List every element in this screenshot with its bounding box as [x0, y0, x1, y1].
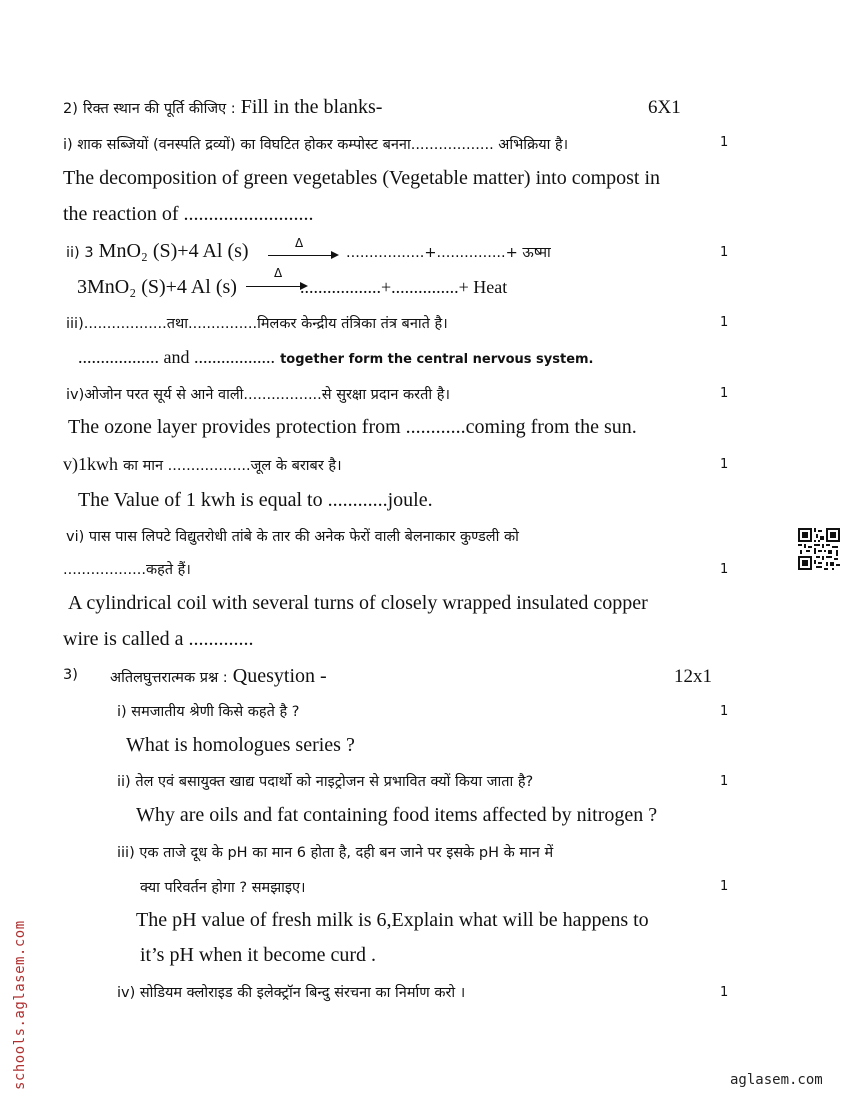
q2-iii-english-blanks: .................. and ..................	[78, 347, 275, 367]
q2-ii-hindi	[66, 240, 249, 263]
section-2-total-marks: 6X1	[648, 97, 681, 118]
section-2-heading	[63, 96, 382, 119]
section-3-heading	[110, 665, 327, 688]
section-3-heading-english: Quesytion -	[232, 665, 327, 687]
q2-iii-english-rest: together form the central nervous system.	[280, 352, 594, 367]
section-2-heading-hindi: रिक्त स्थान की पूर्ति कीजिए :	[82, 101, 236, 117]
q2-iv-english: The ozone layer provides protection from ............coming from the sun.	[68, 416, 637, 438]
q2-i-mark: 1	[720, 135, 729, 150]
q3-i-mark: 1	[720, 704, 729, 719]
q2-vi-hindi-line1: vi) पास पास लिपटे विद्युतरोधी तांबे के तार की अनेक फेरों वाली बेलनाकार कुण्डली को	[66, 529, 519, 545]
q2-v-hindi	[63, 454, 342, 475]
section-2-number: 2)	[63, 101, 78, 117]
reaction-arrow-icon-en	[246, 286, 302, 287]
q3-iv-mark: 1	[720, 985, 729, 1000]
q2-v-mark: 1	[720, 457, 729, 472]
arrow-head-icon	[331, 251, 339, 259]
q2-i-english-line1: The decomposition of green vegetables (Vegetable matter) into compost in	[63, 167, 661, 189]
qr-code-icon	[798, 528, 840, 570]
q2-ii-hindi-blanks: .................+...............+ ऊष्मा	[346, 245, 551, 261]
q3-ii-hindi: ii) तेल एवं बसायुक्त खाद्य पदार्थो को नाइट्रोजन से प्रभावित क्यों किया जाता है?	[117, 774, 534, 790]
q2-vi-mark: 1	[720, 562, 729, 577]
q3-iii-hindi-line1: iii) एक ताजे दूध के pH का मान 6 होता है, दही बन जाने पर इसके pH के मान में	[117, 845, 554, 861]
q2-vi-english-line2: wire is called a .............	[63, 628, 254, 650]
q2-ii-delta-symbol: Δ	[295, 236, 304, 250]
side-watermark: schools.aglasem.com	[12, 920, 28, 1090]
q3-ii-english: Why are oils and fat containing food items affected by nitrogen ?	[136, 804, 658, 826]
reaction-arrow-icon	[268, 255, 332, 256]
q2-i-hindi: i) शाक सब्जियों (वनस्पति द्रव्यों) का विघटित होकर कम्पोस्ट बनना.................. अभिक्रिया है।	[63, 137, 569, 153]
q2-vi-english-line1: A cylindrical coil with several turns of closely wrapped insulated copper	[68, 592, 648, 614]
q3-iii-english-line1: The pH value of fresh milk is 6,Explain what will be happens to	[136, 909, 649, 931]
q2-v-number: v)1kwh	[63, 454, 118, 474]
q2-ii-number: ii) 3	[66, 245, 94, 261]
q2-ii-delta-symbol-en: Δ	[274, 266, 283, 280]
q2-iii-mark: 1	[720, 315, 729, 330]
section-3-number: 3)	[63, 667, 78, 683]
q2-iii-hindi: iii)..................तथा...............मिलकर केन्द्रीय तंत्रिका तंत्र बनाते है।	[66, 316, 448, 332]
q2-iv-mark: 1	[720, 386, 729, 401]
q2-ii-formula: MnO₂ (S)+4 Al (s)	[98, 240, 249, 262]
q2-vi-hindi-line2: ..................कहते हैं।	[63, 562, 191, 578]
q3-iii-hindi-line2: क्या परिवर्तन होगा ? समझाइए।	[140, 880, 306, 896]
q3-iii-mark: 1	[720, 879, 729, 894]
section-3-heading-hindi: अतिलघुत्तरात्मक प्रश्न :	[110, 670, 228, 686]
section-3-total-marks: 12x1	[674, 666, 712, 687]
footer-watermark: aglasem.com	[730, 1072, 823, 1088]
q2-v-english: The Value of 1 kwh is equal to ............joule.	[78, 489, 433, 511]
q2-iv-hindi: iv)ओजोन परत सूर्य से आने वाली.................से सुरक्षा प्रदान करती है।	[66, 387, 450, 403]
q3-i-hindi: i) समजातीय श्रेणी किसे कहते है ?	[117, 704, 300, 720]
q2-iii-english	[78, 347, 594, 368]
q2-i-english-line2: the reaction of ..........................	[63, 203, 314, 225]
q3-ii-mark: 1	[720, 774, 729, 789]
q2-v-hindi-text: का मान ..................जूल के बराबर है।	[123, 458, 342, 474]
q3-iv-hindi: iv) सोडियम क्लोराइड की इलेक्ट्रॉन बिन्दु संरचना का निर्माण करो ।	[117, 985, 466, 1001]
q3-i-english: What is homologues series ?	[126, 734, 355, 756]
q2-ii-english-formula: 3MnO₂ (S)+4 Al (s)	[77, 276, 237, 298]
q2-ii-mark: 1	[720, 245, 729, 260]
q3-iii-english-line2: it’s pH when it become curd .	[140, 944, 377, 966]
section-2-heading-english: Fill in the blanks-	[240, 96, 383, 118]
q2-ii-english-blanks: ..................+...............+ Heat	[300, 277, 508, 297]
